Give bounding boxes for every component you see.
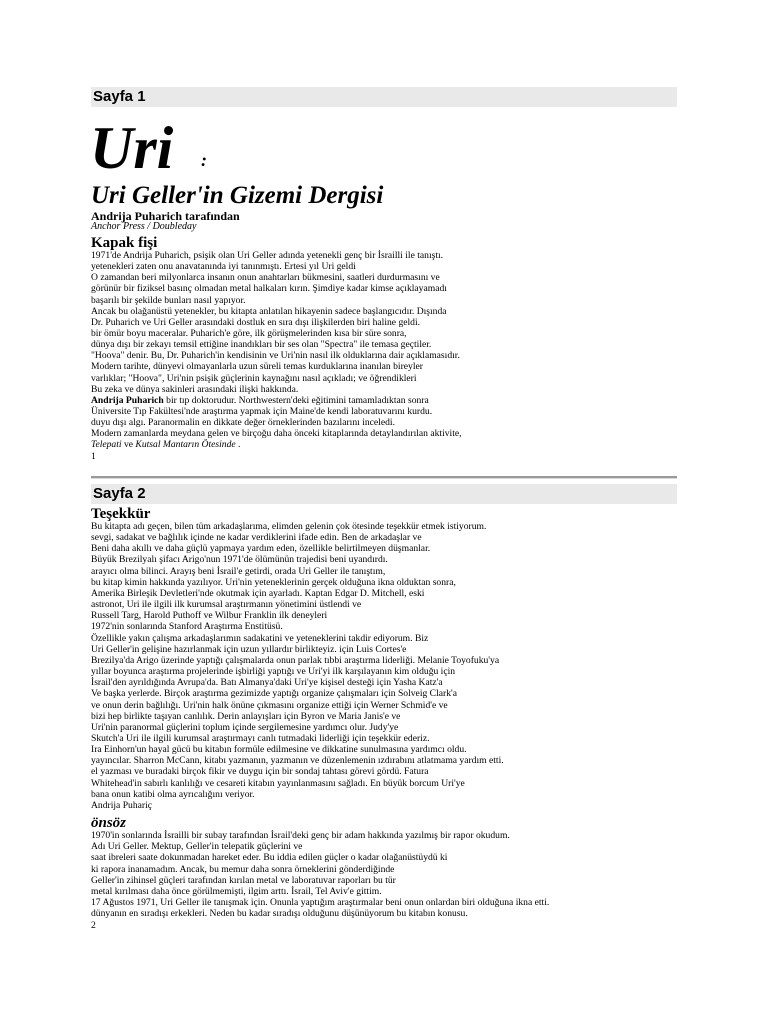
body-line: Amerika Birleşik Devletleri'nde okutmak için ayarladı. Kaptan Edgar D. Mitchell, eski (91, 587, 425, 599)
author-bio-text: bir tıp doktorudur. Northwestern'deki eğitimini tamamladıktan sonra (163, 394, 429, 406)
page-1-body (91, 250, 651, 462)
book-subtitle: Uri Geller'in Gizemi Dergisi (91, 182, 384, 209)
page-2-header (91, 484, 677, 504)
body-line: duyu dışı algı. Paranormalin en dikkate değer örneklerinden bazılarını inceledi. (91, 417, 395, 429)
page-number: 2 (91, 919, 96, 931)
body-line: yayıncılar. Sharron McCann, kitabı yazmanın, yazmanın ve düzenlemenin ızdırabını atlatmama yardım etti. (91, 755, 504, 767)
body-line: 1972'nin sonlarında Stanford Araştırma Enstitüsü. (91, 621, 283, 633)
body-line: Modern tarihte, dünyevi olmayanlarla uzun süreli temas kurduklarına inanılan bireyler (91, 361, 423, 373)
body-line: saat ibreleri saate dokunmadan hareket eder. Bu iddia edilen güçler o kadar olağanüstüydü ki (91, 852, 448, 864)
body-line: Russell Targ, Harold Puthoff ve Wilbur Franklin ilk deneyleri (91, 610, 328, 622)
body-line: Adı Uri Geller. Mektup, Geller'in telepatik güçlerini ve (91, 841, 303, 853)
section-title-onsoz: önsöz (91, 815, 127, 831)
book-list-line (91, 439, 651, 450)
body-line: Skutch'a Uri ile ilgili kurumsal araştırmayı canlı tutmadaki liderliği için teşekkür ederiz. (91, 732, 430, 744)
page-1-header (91, 87, 677, 107)
page-2-header-label: Sayfa 2 (93, 485, 146, 502)
body-line: Bu zeka ve dünya sakinleri arasındaki ilişki hakkında. (91, 383, 299, 395)
body-line: Ancak bu olağanüstü yetenekler, bu kitapta anlatılan hikayenin sadece başlangıcıdır. Dışında (91, 305, 447, 317)
body-line: 1971'de Andrija Puharich, psişik olan Uri Geller adında yetenekli genç bir İsrailli ile tanıştı. (91, 250, 444, 261)
section-title-kapak-fisi: Kapak fişi (91, 235, 158, 251)
body-line: Uri'nin paranormal güçlerini toplum içinde sergilemesine yardımcı olur. Judy'ye (91, 721, 399, 733)
body-line: bizi hep birlikte taşıyan canlılık. Derin anlayışları için Byron ve Maria Janis'e ve (91, 710, 401, 722)
body-line: bana onun katibi olma ayrıcalığını veriyor. (91, 788, 255, 800)
signature-line: Andrija Puhariç (91, 799, 153, 811)
body-line: Dr. Puharich ve Uri Geller arasındaki dostluk en sıra dışı ilişkilerden biri haline geldi. (91, 316, 421, 328)
body-line: Ira Einhorn'un hayal gücü bu kitabın formüle edilmesine ve dikkatine sunulmasına yardımcı oldu. (91, 744, 467, 756)
body-line: ki rapora inanamadım. Ancak, bu memur daha sonra örneklerini gönderdiğinde (91, 863, 395, 875)
body-line: Geller'in zihinsel güçleri tarafından kırılan metal ve laboratuvar raporları bu tür (91, 874, 396, 886)
body-line: Uri Geller'in gelişine hazırlanmak için uzun yıllardır birlikteyiz. için Luis Cortes'e (91, 643, 407, 655)
section-title-tesekkur: Teşekkür (91, 506, 151, 522)
body-line: görünür bir fiziksel basınç olmadan metal halkaları kırın. Şimdiye kadar kimse açıklayamadı (91, 283, 447, 295)
body-line: Ve başka yerlerde. Birçok araştırma gezimizde yaptığı organize çalışmaları için Solveig Clark'a (91, 688, 457, 700)
body-line: yetenekleri zaten onu anavatanında iyi tanınmıştı. Ertesi yıl Uri geldi (91, 261, 356, 273)
page-2-acknowledgements (91, 521, 651, 811)
body-line: varlıklar; "Hoova", Uri'nin psişik güçlerinin kaynağını nasıl açıkladı; ve öğrendikleri (91, 372, 417, 384)
book-kutsal-mantar: Kutsal Mantarın Ötesinde (135, 439, 236, 451)
book-end: . (235, 439, 241, 451)
book-publisher: Anchor Press / Doubleday (91, 221, 197, 232)
body-line: ve onun derin bağlılığı. Uri'nin halk önüne çıkmasını organize ettiği için Werner Schmid'e ve (91, 699, 448, 711)
body-line: O zamandan beri milyonlarca insanın onun anahtarları bükmesini, saatleri durdurmasını ve (91, 272, 440, 284)
body-line: bir ömür boyu maceralar. Puharich'e göre, ilk görüşmelerinden kısa bir süre sonra, (91, 327, 407, 339)
body-line: yıllar boyunca araştırma projelerinde işbirliği yaptığı ve Uri'yi ilk karşılayanın kim olduğu için (91, 666, 456, 678)
body-line: 17 Ağustos 1971, Uri Geller ile tanışmak için. Onunla yaptığım araştırmalar beni onun onlardan biri olduğuna ikna etti. (91, 897, 550, 909)
book-title-colon: : (201, 150, 207, 170)
body-line: Whitehead'in sabırlı kanlılığı ve cesareti kitabın yayınlanmasını sağladı. En büyük borcum Uri'ye (91, 777, 465, 789)
body-line: arayıcı olma bilinci. Arayış beni İsrail'e getirdi, orada Uri Geller ile tanıştım, (91, 565, 386, 577)
body-line: bu kitap kimin hakkında yazılıyor. Uri'nin yeteneklerinin gerçek olduğuna ikna olduktan sonra, (91, 576, 456, 588)
body-line: Büyük Brezilyalı şifacı Arigo'nun 1971'de ölümünün trajedisi beni uyandırdı. (91, 554, 388, 566)
body-line: Bu kitapta adı geçen, bilen tüm arkadaşlarıma, elimden gelenin çok ötesinde teşekkür etmek istiyorum. (91, 521, 487, 532)
page-2-preface (91, 830, 651, 931)
body-line: 1970'in sonlarında İsrailli bir subay tarafından İsrail'deki genç bir adam hakkında yazılmış bir rapor okudum. (91, 830, 510, 841)
body-line: Üniversite Tıp Fakültesi'nde araştırma yapmak için Maine'de kendi laboratuvarını kurdu. (91, 405, 433, 417)
author-bio-name: Andrija Puharich (91, 394, 164, 406)
body-line: dünyanın en sıradışı erkekleri. Neden bu kadar sıradışı olduğunu düşünüyorum bu kitabın konusu. (91, 908, 468, 920)
book-author: Andrija Puharich tarafından (91, 209, 240, 223)
body-line: Brezilya'da Arigo üzerinde yaptığı çalışmalarda onun parlak tıbbi araştırma liderliği. Melanie Toyofuku'ya (91, 654, 500, 666)
body-line: metal kırılması daha önce görülmemişti, ilgim arttı. İsrail, Tel Aviv'e gittim. (91, 885, 382, 897)
body-line: "Hoova" denir. Bu, Dr. Puharich'in kendisinin ve Uri'nin nasıl ilk olduklarına dair açıklamasıdır. (91, 350, 460, 362)
page-number: 1 (91, 450, 96, 462)
body-line: astronot, Uri ile ilgili ilk kurumsal araştırmanın yönetimini üstlendi ve (91, 599, 362, 611)
body-line: Özellikle yakın çalışma arkadaşlarımın sadakatini ve yeteneklerini takdir ediyorum. Biz (91, 632, 429, 644)
body-line: dünya dışı bir zekayı temsil ettiğine inandıkları bir ses olan "Spectra" ile temasa geçtiler. (91, 339, 432, 351)
body-line: İsrail'den ayrıldığında Avrupa'da. Batı Almanya'daki Uri'ye kişisel desteği için Yasha Katz'a (91, 677, 443, 689)
body-line: el yazması ve buradaki birçok fikir ve duygu için bir sondaj tahtası görevi gördü. Fatura (91, 766, 429, 778)
body-line: Modern zamanlarda meydana gelen ve birçoğu daha önceki kitaplarında detaylandırılan aktivite, (91, 428, 462, 440)
book-and: ve (121, 439, 136, 451)
book-telepati: Telepati (91, 439, 122, 451)
body-line: sevgi, sadakat ve bağlılık içinde ne kadar verdiklerini ifade edin. Ben de arkadaşlar ve (91, 532, 422, 544)
body-line: Beni daha akıllı ve daha güçlü yapmaya yardım eden, özellikle belirtilmeyen düşmanlar. (91, 543, 431, 555)
page-divider (91, 476, 677, 479)
author-bio-line (91, 395, 651, 406)
body-line: başarılı bir şekilde bunları nasıl yapıyor. (91, 294, 246, 306)
book-title: Uri (90, 115, 174, 181)
page-1-header-label: Sayfa 1 (93, 88, 146, 105)
